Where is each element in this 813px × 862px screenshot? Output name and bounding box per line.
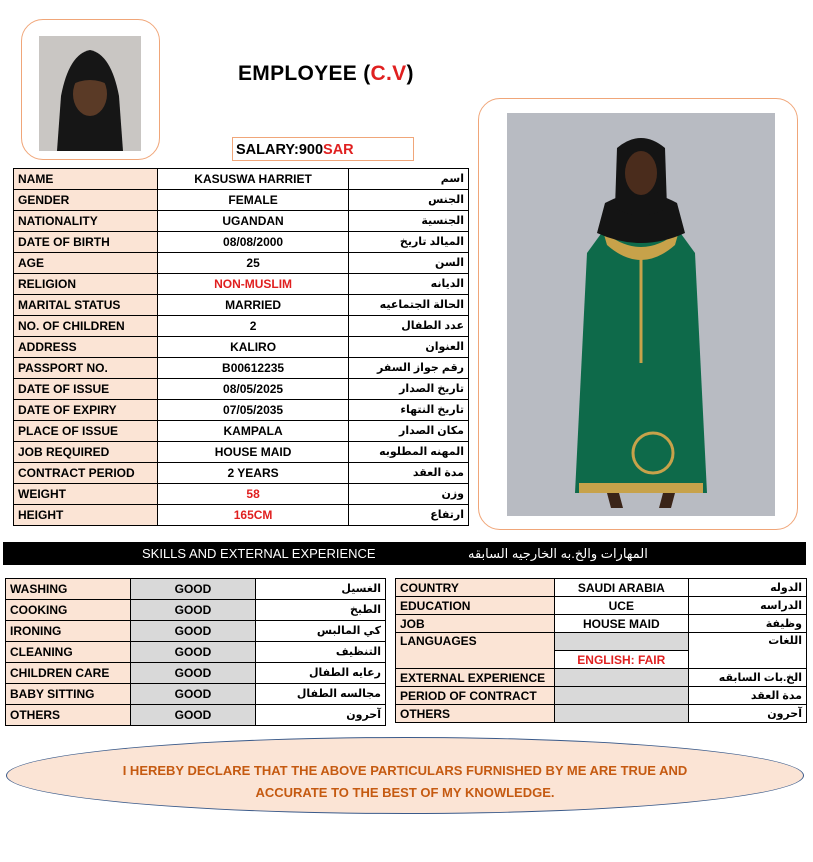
detail-value: UGANDAN bbox=[158, 211, 348, 232]
detail-value: 165CM bbox=[158, 505, 348, 526]
table-row bbox=[396, 669, 807, 687]
table-row bbox=[14, 274, 469, 295]
declaration-line-1: I HEREBY DECLARE THAT THE ABOVE PARTICULARS FURNISHED BY ME ARE TRUE AND bbox=[122, 763, 688, 778]
skill-value: GOOD bbox=[130, 600, 255, 621]
detail-arabic: مدة العقد bbox=[348, 463, 468, 484]
detail-arabic: تاريخ الصدار bbox=[348, 379, 468, 400]
personal-details-table bbox=[13, 168, 469, 526]
info-value bbox=[554, 687, 688, 705]
detail-key: DATE OF ISSUE bbox=[14, 379, 158, 400]
info-value: UCE bbox=[554, 597, 688, 615]
detail-key: PLACE OF ISSUE bbox=[14, 421, 158, 442]
table-row bbox=[396, 705, 807, 723]
info-key: JOB bbox=[396, 615, 555, 633]
skill-key: OTHERS bbox=[6, 705, 131, 726]
detail-arabic: تاريخ النتهاء bbox=[348, 400, 468, 421]
detail-key: RELIGION bbox=[14, 274, 158, 295]
detail-key: NATIONALITY bbox=[14, 211, 158, 232]
info-arabic: الدراسه bbox=[688, 597, 806, 615]
info-arabic: آحرون bbox=[688, 705, 806, 723]
table-row bbox=[14, 211, 469, 232]
table-row bbox=[14, 337, 469, 358]
info-arabic: مدة العقد bbox=[688, 687, 806, 705]
table-row bbox=[14, 232, 469, 253]
info-key: LANGUAGES bbox=[396, 633, 555, 669]
detail-arabic: الجنس bbox=[348, 190, 468, 211]
info-value: HOUSE MAID bbox=[554, 615, 688, 633]
skill-key: BABY SITTING bbox=[6, 684, 131, 705]
detail-key: AGE bbox=[14, 253, 158, 274]
info-value: SAUDI ARABIA bbox=[554, 579, 688, 597]
detail-value: KALIRO bbox=[158, 337, 348, 358]
table-row bbox=[14, 484, 469, 505]
detail-key: JOB REQUIRED bbox=[14, 442, 158, 463]
detail-key: PASSPORT NO. bbox=[14, 358, 158, 379]
salary-box bbox=[232, 137, 414, 161]
table-row bbox=[396, 597, 807, 615]
detail-key: DATE OF BIRTH bbox=[14, 232, 158, 253]
full-body-photo bbox=[507, 113, 775, 516]
detail-arabic: العنوان bbox=[348, 337, 468, 358]
table-row bbox=[6, 600, 386, 621]
declaration-line-2: ACCURATE TO THE BEST OF MY KNOWLEDGE. bbox=[255, 785, 555, 800]
detail-value: MARRIED bbox=[158, 295, 348, 316]
detail-value: 2 YEARS bbox=[158, 463, 348, 484]
info-key: OTHERS bbox=[396, 705, 555, 723]
passport-photo bbox=[39, 36, 141, 151]
detail-arabic: ارتفاع bbox=[348, 505, 468, 526]
detail-arabic: الميالد تاريخ bbox=[348, 232, 468, 253]
detail-arabic: المهنه المطلوبه bbox=[348, 442, 468, 463]
detail-arabic: عدد الطفال bbox=[348, 316, 468, 337]
table-row bbox=[396, 579, 807, 597]
table-row bbox=[396, 687, 807, 705]
detail-value: 07/05/2035 bbox=[158, 400, 348, 421]
skill-value: GOOD bbox=[130, 705, 255, 726]
skill-key: COOKING bbox=[6, 600, 131, 621]
detail-arabic: رقم جواز السفر bbox=[348, 358, 468, 379]
detail-key: ADDRESS bbox=[14, 337, 158, 358]
detail-key: DATE OF EXPIRY bbox=[14, 400, 158, 421]
detail-value: FEMALE bbox=[158, 190, 348, 211]
skill-arabic: آحرون bbox=[255, 705, 385, 726]
detail-value: NON-MUSLIM bbox=[158, 274, 348, 295]
detail-key: MARITAL STATUS bbox=[14, 295, 158, 316]
skill-key: IRONING bbox=[6, 621, 131, 642]
skill-arabic: الطبخ bbox=[255, 600, 385, 621]
skill-arabic: كي المالبس bbox=[255, 621, 385, 642]
skill-value: GOOD bbox=[130, 684, 255, 705]
table-row bbox=[14, 463, 469, 484]
detail-value: KASUSWA HARRIET bbox=[158, 169, 348, 190]
detail-key: NO. OF CHILDREN bbox=[14, 316, 158, 337]
info-arabic: الخ.بات السابقه bbox=[688, 669, 806, 687]
table-row bbox=[14, 169, 469, 190]
table-row bbox=[6, 621, 386, 642]
table-row bbox=[6, 684, 386, 705]
skill-key: CHILDREN CARE bbox=[6, 663, 131, 684]
info-key: EXTERNAL EXPERIENCE bbox=[396, 669, 555, 687]
salary-currency: SAR bbox=[323, 142, 354, 158]
detail-arabic: وزن bbox=[348, 484, 468, 505]
info-value: ENGLISH: FAIR bbox=[554, 651, 688, 669]
info-arabic: وظيفة bbox=[688, 615, 806, 633]
experience-table bbox=[395, 578, 807, 723]
detail-arabic: الجنسية bbox=[348, 211, 468, 232]
declaration-text bbox=[7, 760, 803, 804]
table-row bbox=[14, 316, 469, 337]
table-row bbox=[14, 379, 469, 400]
table-row bbox=[14, 442, 469, 463]
detail-value: 08/08/2000 bbox=[158, 232, 348, 253]
detail-key: CONTRACT PERIOD bbox=[14, 463, 158, 484]
table-row bbox=[6, 642, 386, 663]
skills-section-bar bbox=[3, 542, 806, 565]
detail-value: 2 bbox=[158, 316, 348, 337]
full-body-photo-frame bbox=[478, 98, 798, 530]
detail-key: WEIGHT bbox=[14, 484, 158, 505]
info-key: PERIOD OF CONTRACT bbox=[396, 687, 555, 705]
skill-arabic: التنظيف bbox=[255, 642, 385, 663]
table-row bbox=[14, 253, 469, 274]
detail-arabic: السن bbox=[348, 253, 468, 274]
detail-value: 58 bbox=[158, 484, 348, 505]
info-value bbox=[554, 705, 688, 723]
table-row bbox=[14, 400, 469, 421]
passport-photo-frame bbox=[21, 19, 160, 160]
detail-value: KAMPALA bbox=[158, 421, 348, 442]
detail-key: GENDER bbox=[14, 190, 158, 211]
skill-value: GOOD bbox=[130, 663, 255, 684]
detail-value: HOUSE MAID bbox=[158, 442, 348, 463]
skill-value: GOOD bbox=[130, 621, 255, 642]
info-arabic: اللغات bbox=[688, 633, 806, 669]
declaration-box bbox=[6, 737, 804, 814]
salary-label: SALARY:900 bbox=[236, 142, 324, 158]
skill-arabic: مجالسه الطفال bbox=[255, 684, 385, 705]
detail-key: NAME bbox=[14, 169, 158, 190]
table-row bbox=[14, 358, 469, 379]
detail-value: 08/05/2025 bbox=[158, 379, 348, 400]
table-row bbox=[6, 579, 386, 600]
table-row bbox=[14, 190, 469, 211]
info-key: EDUCATION bbox=[396, 597, 555, 615]
table-row bbox=[14, 421, 469, 442]
detail-arabic: الديانه bbox=[348, 274, 468, 295]
table-row bbox=[14, 505, 469, 526]
skill-value: GOOD bbox=[130, 579, 255, 600]
table-row bbox=[396, 633, 807, 651]
detail-value: B00612235 bbox=[158, 358, 348, 379]
table-row bbox=[6, 705, 386, 726]
detail-arabic: مكان الصدار bbox=[348, 421, 468, 442]
skills-table bbox=[5, 578, 386, 726]
skill-arabic: الغسيل bbox=[255, 579, 385, 600]
table-row bbox=[6, 663, 386, 684]
detail-value: 25 bbox=[158, 253, 348, 274]
info-value-empty bbox=[554, 633, 688, 651]
skill-arabic: رعايه الطفال bbox=[255, 663, 385, 684]
detail-key: HEIGHT bbox=[14, 505, 158, 526]
skill-key: WASHING bbox=[6, 579, 131, 600]
info-value bbox=[554, 669, 688, 687]
section-title-en: SKILLS AND EXTERNAL EXPERIENCE bbox=[142, 546, 376, 561]
page-title: EMPLOYEE (C.V) bbox=[238, 62, 414, 85]
detail-arabic: الحالة الجتماعيه bbox=[348, 295, 468, 316]
section-title-ar: المهارات والخ.به الخارجيه السابقه bbox=[468, 546, 648, 561]
info-key: COUNTRY bbox=[396, 579, 555, 597]
skill-value: GOOD bbox=[130, 642, 255, 663]
skill-key: CLEANING bbox=[6, 642, 131, 663]
table-row bbox=[14, 295, 469, 316]
info-arabic: الدوله bbox=[688, 579, 806, 597]
table-row bbox=[396, 615, 807, 633]
detail-arabic: اسم bbox=[348, 169, 468, 190]
